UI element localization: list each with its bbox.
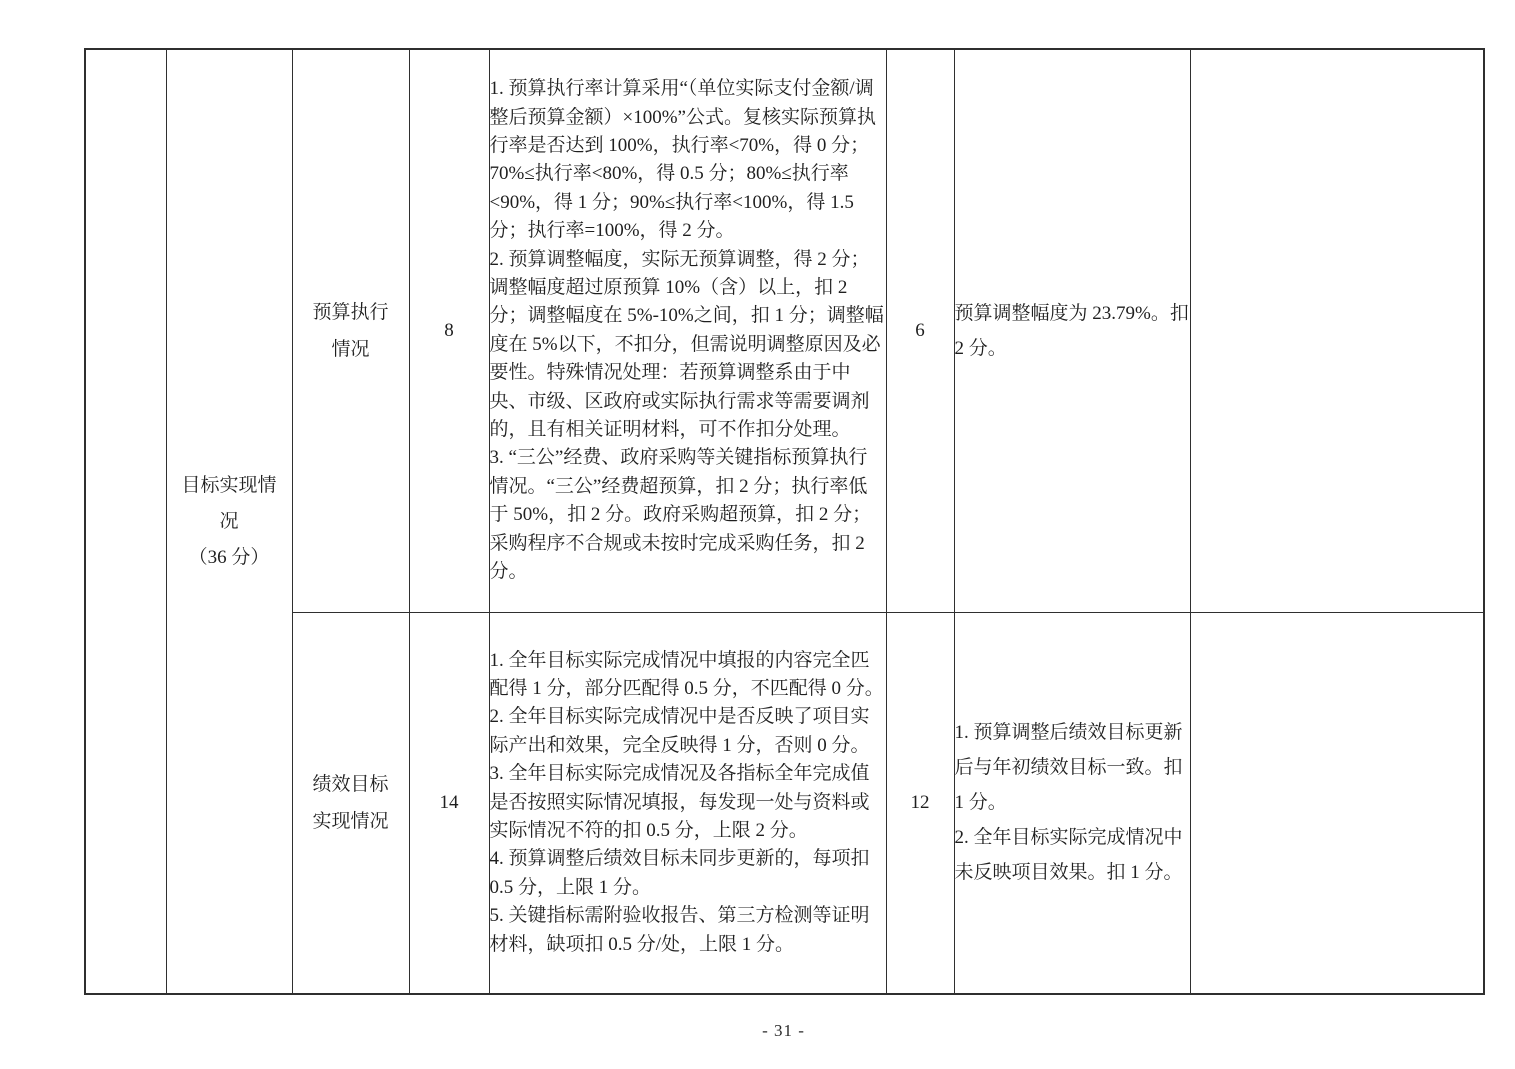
category-label-line: （36 分） bbox=[188, 546, 270, 568]
comment-item: 1. 预算调整后绩效目标更新后与年初绩效目标一致。扣 1 分。 bbox=[954, 722, 1183, 814]
weight-score-cell: 8 bbox=[409, 49, 489, 612]
awarded-score-cell: 6 bbox=[886, 49, 954, 612]
empty-cell-right bbox=[1190, 49, 1484, 612]
item-name-line: 情况 bbox=[331, 338, 370, 360]
awarded-score-cell: 12 bbox=[886, 612, 954, 994]
category-label-line: 况 bbox=[219, 510, 239, 532]
table-row bbox=[85, 49, 1484, 612]
item-name-line: 实现情况 bbox=[312, 810, 389, 832]
criteria-item: 2. 全年目标实际完成情况中是否反映了项目实际产出和效果，完全反映得 1 分，否则 0 分。 bbox=[489, 706, 870, 756]
evaluation-score-table bbox=[84, 48, 1485, 995]
empty-cell-left bbox=[85, 49, 166, 994]
comment-cell bbox=[954, 612, 1190, 994]
empty-cell-right bbox=[1190, 612, 1484, 994]
criteria-item: 1. 全年目标实际完成情况中填报的内容完全匹配得 1 分，部分匹配得 0.5 分，不匹配得 0 分。 bbox=[489, 649, 884, 699]
criteria-item: 1. 预算执行率计算采用“（单位实际支付金额/调整后预算金额）×100%”公式。复核实际预算执行率是否达到 100%，执行率<70%，得 0 分；70%≤执行率<80%，得 0.5 分；80%≤执行率<90%，得 1 分；90%≤执行率<100%，得 1.5 分；执行率=100%，得 2 分。 bbox=[489, 78, 876, 242]
item-name-line: 绩效目标 bbox=[312, 773, 389, 795]
category-label-line: 目标实现情 bbox=[181, 474, 277, 496]
category-cell bbox=[166, 49, 292, 994]
criteria-cell bbox=[489, 612, 886, 994]
page-number: - 31 - bbox=[762, 1021, 805, 1040]
criteria-item: 5. 关键指标需附验收报告、第三方检测等证明材料，缺项扣 0.5 分/处，上限 1 分。 bbox=[489, 905, 870, 955]
item-name-cell bbox=[292, 49, 409, 612]
table-row bbox=[85, 612, 1484, 994]
comment-item: 预算调整幅度为 23.79%。扣 2 分。 bbox=[954, 302, 1189, 359]
item-name-cell bbox=[292, 612, 409, 994]
criteria-item: 3. 全年目标实际完成情况及各指标全年完成值是否按照实际情况填报，每发现一处与资料或实际情况不符的扣 0.5 分，上限 2 分。 bbox=[489, 763, 870, 841]
comment-item: 2. 全年目标实际完成情况中未反映项目效果。扣 1 分。 bbox=[954, 827, 1183, 884]
criteria-item: 3. “三公”经费、政府采购等关键指标预算执行情况。“三公”经费超预算，扣 2 分；执行率低于 50%，扣 2 分。政府采购超预算，扣 2 分；采购程序不合规或未按时完成采购任务，扣 2 分。 bbox=[489, 447, 872, 582]
item-name-line: 预算执行 bbox=[312, 301, 389, 323]
comment-cell bbox=[954, 49, 1190, 612]
criteria-item: 2. 预算调整幅度，实际无预算调整，得 2 分；调整幅度超过原预算 10%（含）以上，扣 2 分；调整幅度在 5%-10%之间，扣 1 分；调整幅度在 5%以下，不扣分，但需说明调整原因及必要性。特殊情况处理：若预算调整系由于中央、市级、区政府或实际执行需求等需要调剂的，且有相关证明材料，可不作扣分处理。 bbox=[489, 248, 884, 440]
criteria-cell bbox=[489, 49, 886, 612]
weight-score-cell: 14 bbox=[409, 612, 489, 994]
criteria-item: 4. 预算调整后绩效目标未同步更新的，每项扣 0.5 分，上限 1 分。 bbox=[489, 848, 870, 898]
